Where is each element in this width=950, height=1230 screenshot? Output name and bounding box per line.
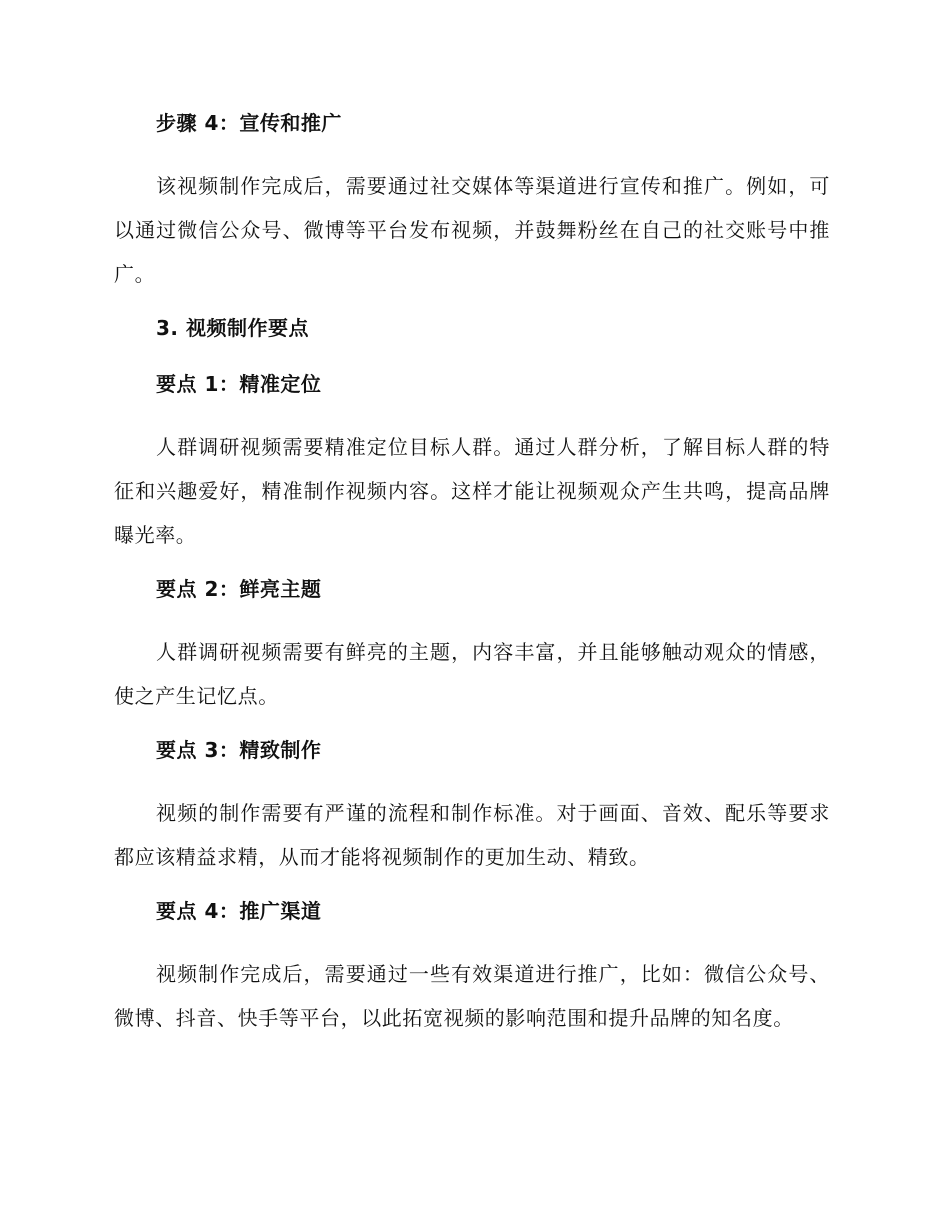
point-1-heading: 要点 1：精准定位 — [156, 372, 322, 396]
point-3-paragraph: 视频的制作需要有严谨的流程和制作标准。对于画面、音效、配乐等要求都应该精益求精，从而才能将视频制作的更加生动、精致。 — [114, 801, 830, 869]
document-body — [114, 108, 830, 1040]
point-3-heading: 要点 3：精致制作 — [156, 738, 322, 762]
point-4-paragraph: 视频制作完成后，需要通过一些有效渠道进行推广，比如：微信公众号、微博、抖音、快手等平台，以此拓宽视频的影响范围和提升品牌的知名度。 — [114, 962, 830, 1030]
section-3-heading: 3. 视频制作要点 — [156, 316, 309, 340]
step-4-heading: 步骤 4：宣传和推广 — [156, 111, 342, 135]
point-2-heading: 要点 2：鲜亮主题 — [156, 577, 322, 601]
point-2-paragraph: 人群调研视频需要有鲜亮的主题，内容丰富，并且能够触动观众的情感，使之产生记忆点。 — [114, 640, 830, 708]
point-1-paragraph: 人群调研视频需要精准定位目标人群。通过人群分析，了解目标人群的特征和兴趣爱好，精准制作视频内容。这样才能让视频观众产生共鸣，提高品牌曝光率。 — [114, 435, 830, 547]
step-4-paragraph: 该视频制作完成后，需要通过社交媒体等渠道进行宣传和推广。例如，可以通过微信公众号、微博等平台发布视频，并鼓舞粉丝在自己的社交账号中推广。 — [114, 174, 830, 286]
point-4-heading: 要点 4：推广渠道 — [156, 899, 322, 923]
